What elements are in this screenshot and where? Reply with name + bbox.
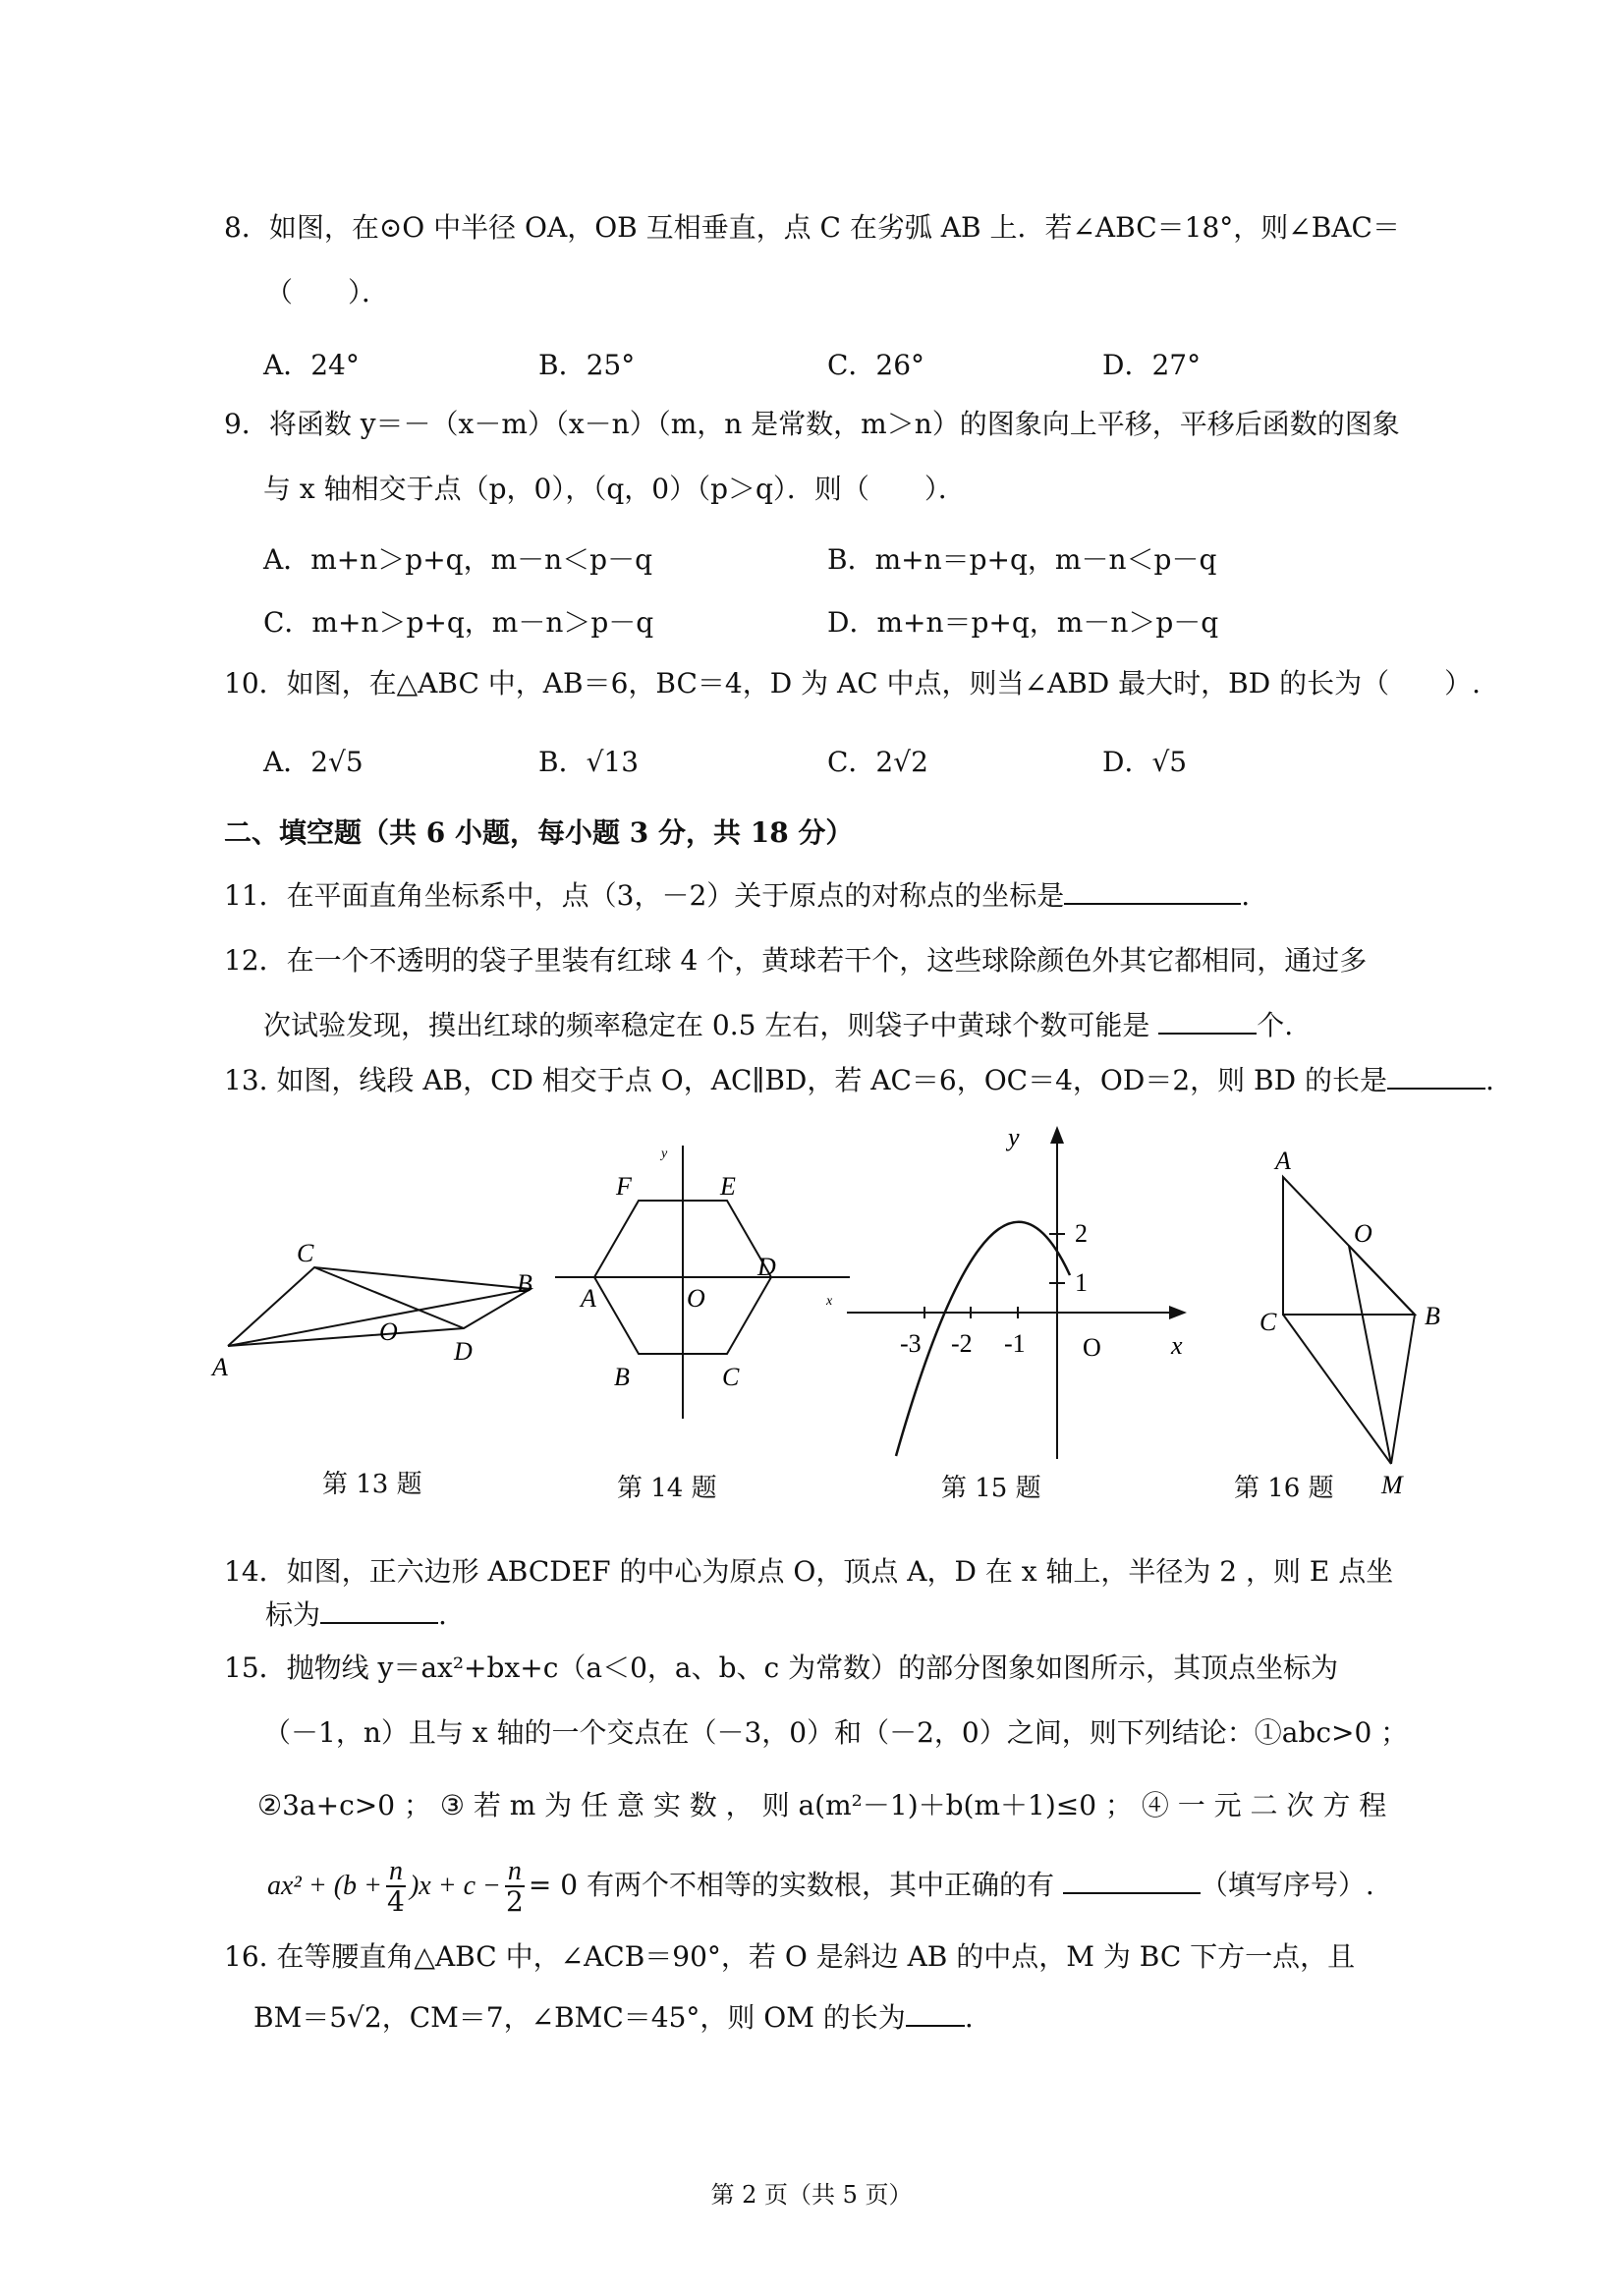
q15-eq-part3: = 0 有两个不相等的实数根，其中正确的有	[528, 1868, 1054, 1901]
q9-option-b: B．m+n＝p+q，m－n＜p－q	[827, 543, 1217, 576]
fig15-label-o: O	[1083, 1333, 1101, 1362]
fig14-label-c: C	[722, 1363, 740, 1391]
q15-frac1-den: 4	[387, 1885, 405, 1919]
fig14-label-a: A	[581, 1284, 596, 1313]
q10-option-d: D．√5	[1102, 746, 1188, 778]
fig15-label-x: x	[1171, 1331, 1183, 1360]
q11-text: 11．在平面直角坐标系中，点（3，－2）关于原点的对称点的坐标是	[224, 879, 1065, 912]
figure-14-caption: 第 14 题	[617, 1474, 717, 1503]
fig15-label-neg1: -1	[1004, 1329, 1026, 1358]
fig13-label-a: A	[212, 1353, 228, 1381]
fig14-label-f: F	[616, 1172, 632, 1201]
q12-end: 个.	[1257, 1009, 1294, 1041]
q15-frac2-den: 2	[505, 1885, 524, 1919]
fig15-label-neg2: -2	[951, 1329, 973, 1358]
fig16-label-m: M	[1381, 1471, 1403, 1499]
q15-fraction-n-over-4	[386, 1857, 406, 1917]
q15-answer-blank[interactable]	[1063, 1869, 1201, 1894]
q15-end: （填写序号）.	[1200, 1868, 1374, 1901]
q9-option-d: D．m+n＝p+q，m－n＞p－q	[827, 606, 1219, 639]
fig13-label-c: C	[297, 1239, 314, 1267]
figure-16-triangle	[1246, 1148, 1462, 1503]
q8-option-a: A．24°	[263, 349, 360, 381]
q14-line2	[265, 1597, 447, 1632]
q12-text: 次试验发现，摸出红球的频率稳定在 0.5 左右，则袋子中黄球个数可能是	[263, 1009, 1150, 1041]
q8-option-d: D．27°	[1102, 349, 1202, 381]
q10-option-a: A．2√5	[263, 746, 364, 778]
figure-13-triangles	[206, 1238, 560, 1395]
q12-line2	[263, 1008, 1293, 1042]
section-heading-fill-blank: 二、填空题（共 6 小题，每小题 3 分，共 18 分）	[224, 816, 854, 849]
q15-line3: ②3a+c>0 ； ③ 若 m 为 任 意 实 数 ， 则 a(m²－1)＋b(m＋1)≤0 ； ④ 一 元 二 次 方 程	[257, 1789, 1387, 1821]
q12-line1: 12．在一个不透明的袋子里装有红球 4 个，黄球若干个，这些球除颜色外其它都相同，通过多	[224, 944, 1368, 977]
q10-line1: 10．如图，在△ABC 中，AB＝6，BC＝4，D 为 AC 中点，则当∠ABD 最大时，BD 的长为（ ）.	[224, 667, 1481, 700]
q16-line2	[253, 2000, 974, 2035]
q9-option-a: A．m+n＞p+q，m－n＜p－q	[263, 543, 653, 576]
q10-option-b: B．√13	[538, 746, 640, 778]
figure-13-caption: 第 13 题	[322, 1470, 422, 1499]
q14-text: 标为	[265, 1598, 321, 1631]
q12-answer-blank[interactable]	[1158, 1009, 1257, 1035]
fig14-label-x: x	[826, 1294, 833, 1309]
fig14-label-o: O	[687, 1284, 705, 1313]
q8-option-b: B．25°	[538, 349, 636, 381]
q11-end: .	[1241, 879, 1251, 912]
fig15-label-y: y	[1008, 1123, 1020, 1151]
q8-option-c: C．26°	[827, 349, 925, 381]
q9-option-c: C．m+n＞p+q，m－n＞p－q	[263, 606, 654, 639]
q8-line1: 8．如图，在⊙O 中半径 OA，OB 互相垂直，点 C 在劣弧 AB 上．若∠ABC＝18°，则∠BAC＝	[224, 211, 1400, 244]
fig14-label-y: y	[661, 1147, 668, 1161]
q16-end: .	[964, 2001, 974, 2034]
q9-line2: 与 x 轴相交于点（p，0），（q，0）（p＞q）．则（ ）．	[263, 473, 966, 505]
q13-line	[224, 1063, 1494, 1097]
q13-end: .	[1484, 1064, 1494, 1096]
fig14-label-d: D	[757, 1253, 776, 1281]
fig16-label-b: B	[1425, 1302, 1440, 1330]
q10-option-c: C．2√2	[827, 746, 928, 778]
q14-end: .	[438, 1598, 447, 1631]
q13-answer-blank[interactable]	[1387, 1064, 1485, 1090]
q11-line	[224, 878, 1250, 913]
q15-fraction-n-over-2	[505, 1857, 525, 1917]
fig16-label-c: C	[1259, 1308, 1277, 1336]
page-footer: 第 2 页（共 5 页）	[710, 2181, 913, 2209]
q15-line1: 15．抛物线 y＝ax²+bx+c（a＜0，a、b、c 为常数）的部分图象如图所示，其顶点坐标为	[224, 1652, 1339, 1684]
fig15-label-1: 1	[1075, 1268, 1088, 1297]
figure-16-caption: 第 16 题	[1234, 1474, 1334, 1503]
fig13-label-d: D	[454, 1337, 473, 1366]
figure-14-hexagon	[555, 1140, 860, 1425]
q8-line2: （ ）．	[265, 276, 390, 308]
fig15-label-neg3: -3	[900, 1329, 922, 1358]
q16-text: BM＝5√2，CM＝7，∠BMC＝45°，则 OM 的长为	[253, 2001, 906, 2034]
q14-line1: 14．如图，正六边形 ABCDEF 的中心为原点 O，顶点 A，D 在 x 轴上，半径为 2 ，则 E 点坐	[224, 1555, 1394, 1588]
q9-line1: 9．将函数 y＝－（x－m）（x－n）（m，n 是常数，m＞n）的图象向上平移，平移后函数的图象	[224, 408, 1400, 440]
q16-line1: 16. 在等腰直角△ABC 中，∠ACB＝90°，若 O 是斜边 AB 的中点，M 为 BC 下方一点，且	[224, 1940, 1356, 1973]
q15-eq-part2: )x + c −	[409, 1870, 501, 1901]
fig14-label-b: B	[614, 1363, 630, 1391]
q16-answer-blank[interactable]	[906, 2001, 965, 2027]
q15-line2: （－1，n）且与 x 轴的一个交点在（－3，0）和（－2，0）之间，则下列结论：①abc>0 ；	[263, 1716, 1409, 1749]
fig15-label-2: 2	[1075, 1219, 1088, 1248]
fig16-label-o: O	[1354, 1219, 1372, 1248]
q15-eq-part1: ax² + (b +	[267, 1870, 382, 1901]
figure-15-parabola	[847, 1120, 1197, 1464]
figure-15-caption: 第 15 题	[941, 1474, 1041, 1503]
q15-frac2-num: n	[505, 1857, 525, 1887]
fig14-label-e: E	[720, 1172, 736, 1201]
q13-text: 13. 如图，线段 AB，CD 相交于点 O，AC∥BD，若 AC＝6，OC＝4，OD＝2，则 BD 的长是	[224, 1064, 1387, 1096]
fig16-label-a: A	[1275, 1148, 1291, 1175]
fig13-label-b: B	[517, 1269, 532, 1298]
fig13-label-o: O	[379, 1317, 398, 1346]
q11-answer-blank[interactable]	[1064, 879, 1241, 905]
q15-frac1-num: n	[386, 1857, 406, 1887]
q15-line4	[267, 1857, 1374, 1917]
q14-answer-blank[interactable]	[320, 1598, 438, 1624]
